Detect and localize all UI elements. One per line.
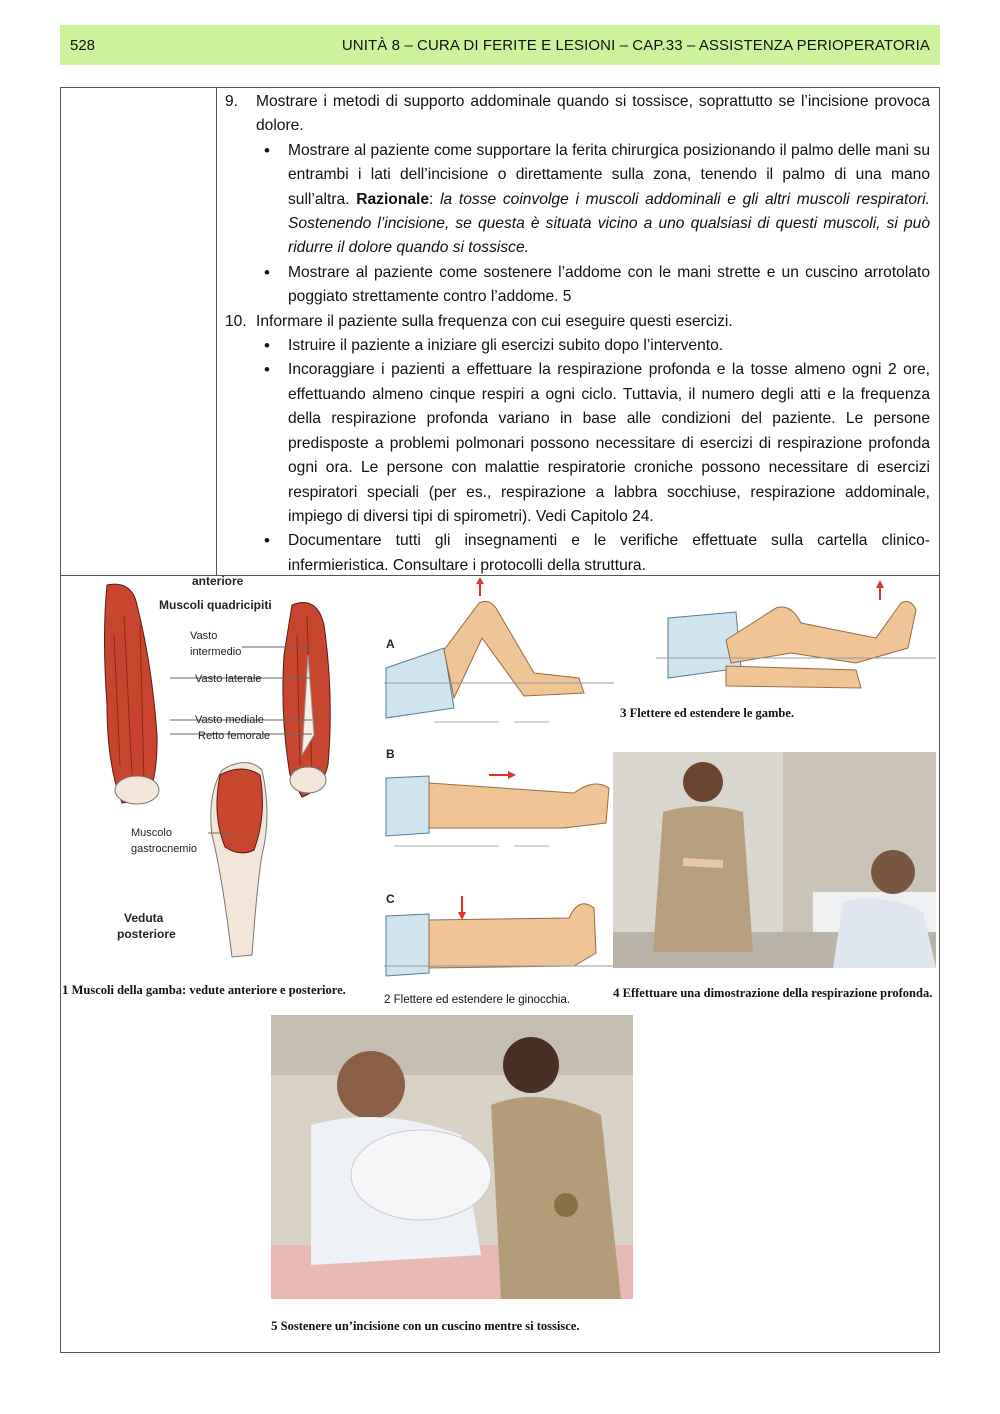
- bullet-item: [256, 334, 930, 358]
- action-column: [217, 88, 939, 575]
- caption-text: Effettuare una dimostrazione della respirazione profonda.: [622, 986, 933, 1000]
- rationale-label: Razionale: [356, 190, 430, 208]
- cough-support-photo: [271, 1015, 633, 1299]
- item-text: Mostrare i metodi di supporto addominale quando si tossisce, soprattutto se l’incisione provoca dolore.: [256, 93, 930, 135]
- label-retto-femorale: Retto femorale: [198, 730, 271, 742]
- caption-text: Flettere ed estendere le gambe.: [629, 706, 795, 720]
- label-a: A: [386, 637, 395, 651]
- bullet-text: Mostrare al paziente come supportare la ferita chirurgica posizionando il palmo delle mani su entrambi i lati dell’incisione o direttamente sulla zona, tenendo il palmo di una mano sull’altra.: [288, 141, 930, 208]
- list-item-9: [225, 90, 930, 139]
- label-c: C: [386, 892, 395, 906]
- page-header: [60, 25, 940, 65]
- deep-breathing-photo: [613, 752, 936, 968]
- bullet-text: Istruire il paziente a iniziare gli esercizi subito dopo l’intervento.: [288, 337, 724, 355]
- figure-1-caption: [62, 982, 382, 998]
- leg-muscles-illustration: [62, 575, 380, 980]
- label-anteriore: anteriore: [192, 575, 244, 588]
- list-item-10: [225, 310, 930, 334]
- page-number: 528: [70, 36, 96, 54]
- label-vasto-laterale: Vasto laterale: [195, 673, 262, 685]
- caption-number: 3: [620, 705, 627, 720]
- chapter-title: UNITÀ 8 – CURA DI FERITE E LESIONI – CAP.33 – ASSISTENZA PERIOPERATORIA: [341, 36, 930, 54]
- item-text: Informare il paziente sulla frequenza con cui eseguire questi esercizi.: [256, 312, 733, 330]
- knee-exercise-illustration: [384, 578, 614, 978]
- bullet-text: Documentare tutti gli insegnamenti e le verifiche effettuate sulla cartella clinico-infermieristica. Consultare i protocolli della struttura.: [288, 532, 930, 574]
- label-veduta: Veduta: [124, 911, 164, 925]
- figure-4-caption: [613, 985, 935, 1001]
- step-column: [61, 88, 217, 575]
- caption-number: 4: [613, 985, 620, 1000]
- rationale-colon: :: [429, 190, 441, 208]
- rationale-text: la tosse coinvolge i muscoli addominali e gli altri muscoli respiratori. Sostenendo l’incisione, se questa è situata vicino a uno qualsiasi di questi muscoli, si può ridurre il dolore quando si tossisce.: [288, 190, 930, 257]
- bullet-item: [256, 261, 930, 310]
- bullet-item: [256, 139, 930, 261]
- caption-number: 2: [384, 994, 391, 1006]
- leg-flex-illustration: [616, 578, 936, 703]
- figure-5-caption: [271, 1318, 633, 1334]
- table-row: [61, 88, 939, 576]
- label-vasto-intermedio: Vasto: [190, 630, 218, 642]
- caption-text: Muscoli della gamba: vedute anteriore e posteriore.: [71, 983, 346, 997]
- figure-2-caption: [384, 993, 614, 1008]
- bullet-text: Mostrare al paziente come sostenere l’addome con le mani strette e un cuscino arrotolato poggiato strettamente contro l’addome. 5: [288, 263, 930, 306]
- caption-number: 5: [271, 1318, 278, 1333]
- bullet-item: [256, 529, 930, 578]
- label-quadricipiti: Muscoli quadricipiti: [159, 598, 272, 612]
- item-number: 10.: [225, 312, 247, 330]
- label-posteriore: posteriore: [117, 927, 176, 941]
- caption-text: Sostenere un’incisione con un cuscino mentre si tossisce.: [280, 1319, 580, 1333]
- item-number: 9.: [225, 93, 239, 110]
- caption-number: 1: [62, 982, 69, 997]
- caption-text: Flettere ed estendere le ginocchia.: [393, 994, 571, 1006]
- label-vasto-mediale: Vasto mediale: [195, 714, 264, 726]
- label-gastrocnemio-2: gastrocnemio: [131, 843, 198, 855]
- label-vasto-intermedio-2: intermedio: [190, 646, 242, 658]
- bullet-item: [256, 358, 930, 529]
- figure-3-caption: [620, 705, 930, 721]
- label-b: B: [386, 747, 395, 761]
- bullet-text: Incoraggiare i pazienti a effettuare la respirazione profonda e la tosse almeno ogni 2 ore, effettuando almeno cinque respiri a ogni ciclo. Tuttavia, il numero degli atti e la frequenza della respirazione profonda variano in base alle condizioni del paziente. Le persone predisposte a problemi polmonari possono necessitare di esercizi di respirazione profonda ogni ora. Le persone con malattie respiratorie croniche possono necessitare di esercizi respiratori speciali (per es., respirazione a labbra socchiuse, respirazione addominale, impiego di diversi tipi di spirometri). Vedi Capitolo 24.: [288, 361, 930, 525]
- label-gastrocnemio-1: Muscolo: [131, 827, 172, 839]
